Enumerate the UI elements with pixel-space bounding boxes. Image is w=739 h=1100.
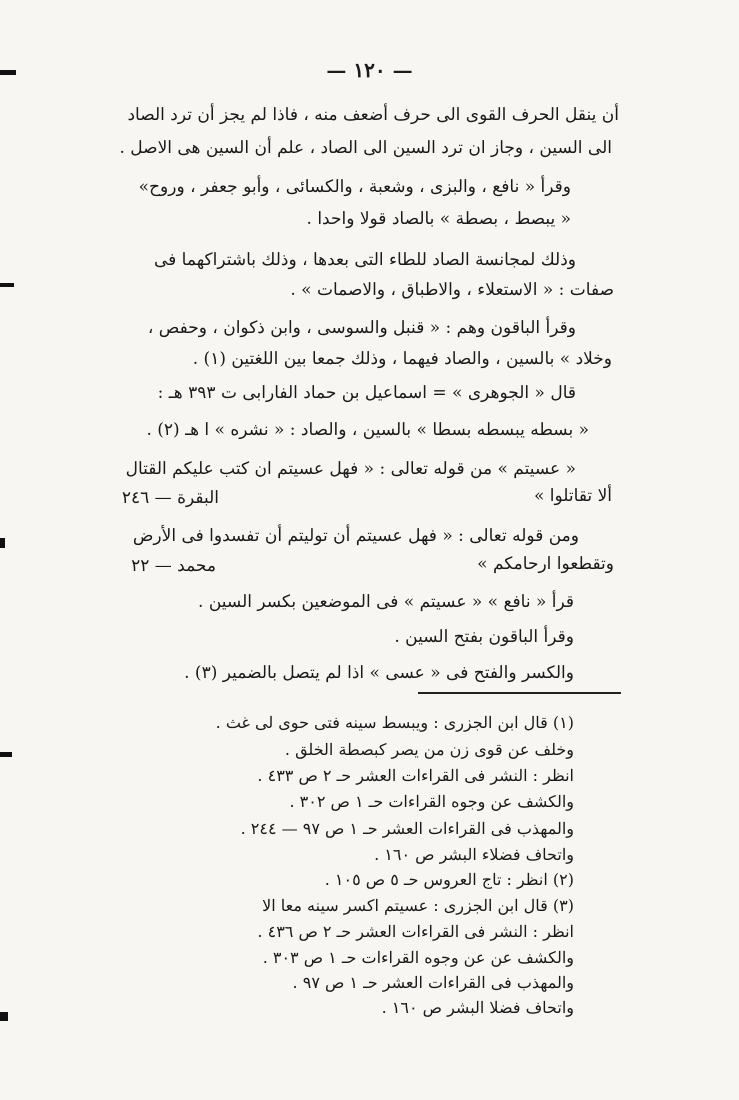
body-line: ألا تقاتلوا » bbox=[533, 486, 612, 506]
verse-reference: محمد — ٢٢ bbox=[131, 556, 216, 576]
body-line: صفات : « الاستعلاء ، والاطباق ، والاصمات » . bbox=[290, 280, 614, 300]
scan-edge-mark bbox=[0, 283, 14, 287]
body-line: « بسطه يبسطه بسطا » بالسين ، والصاد : « نشره » ا هـ (٢) . bbox=[146, 420, 589, 440]
body-line: والكسر والفتح فى « عسى » اذا لم يتصل بالضمير (٣) . bbox=[184, 663, 574, 683]
body-line: وذلك لمجانسة الصاد للطاء التى بعدها ، وذلك باشتراكهما فى bbox=[153, 250, 576, 270]
footnote-line: واتحاف فضلاء البشر ص ١٦٠ . bbox=[374, 845, 574, 864]
body-line: ومن قوله تعالى : « فهل عسيتم أن توليتم أن تفسدوا فى الأرض bbox=[132, 526, 579, 546]
scan-edge-mark bbox=[0, 70, 16, 75]
footnote-line: (١) قال ابن الجزرى : ويبسط سينه فتى حوى لى غث . bbox=[215, 713, 574, 732]
body-line: وخلاد » بالسين ، والصاد فيهما ، وذلك جمعا بين اللغتين (١) . bbox=[192, 349, 612, 369]
page-number: — ١٢٠ — bbox=[326, 58, 413, 82]
body-line: وقرأ « نافع ، والبزى ، وشعبة ، والكسائى ، وأبو جعفر ، وروح» bbox=[138, 177, 571, 197]
body-line: قرأ « نافع » « عسيتم » فى الموضعين بكسر السين . bbox=[198, 592, 574, 612]
body-line: قال « الجوهرى » = اسماعيل بن حماد الفارابى ت ٣٩٣ هـ : bbox=[157, 383, 576, 403]
verse-reference: البقرة — ٢٤٦ bbox=[121, 488, 219, 508]
footnote-line: والكشف عن عن وجوه القراءات حـ ١ ص ٣٠٣ . bbox=[262, 948, 574, 967]
body-line: « عسيتم » من قوله تعالى : « فهل عسيتم ان كتب عليكم القتال bbox=[125, 459, 576, 479]
body-line: وقرأ الباقون بفتح السين . bbox=[394, 627, 574, 647]
body-line: وقرأ الباقون وهم : « قنبل والسوسى ، وابن ذكوان ، وحفص ، bbox=[147, 318, 576, 338]
footnote-line: وخلف عن قوى زن من يصر كبصطة الخلق . bbox=[284, 740, 574, 759]
body-line: أن ينقل الحرف القوى الى حرف أضعف منه ، فاذا لم يجز أن ترد الصاد bbox=[127, 105, 619, 125]
footnote-line: انظر : النشر فى القراءات العشر حـ ٢ ص ٤٣٦ . bbox=[257, 922, 574, 941]
footnote-line: والمهذب فى القراءات العشر حـ ١ ص ٩٧ . bbox=[292, 973, 574, 992]
footnote-line: (٣) قال ابن الجزرى : عسيتم اكسر سينه معا الا bbox=[262, 896, 574, 915]
scan-edge-mark bbox=[0, 752, 12, 757]
footnote-separator bbox=[418, 692, 621, 694]
body-line: وتقطعوا ارحامكم » bbox=[477, 554, 614, 574]
footnote-line: والمهذب فى القراءات العشر حـ ١ ص ٩٧ — ٢٤٤ . bbox=[240, 819, 574, 838]
footnote-line: واتحاف فضلا البشر ص ١٦٠ . bbox=[381, 998, 574, 1017]
body-line: « يبصط ، بصطة » بالصاد قولا واحدا . bbox=[306, 209, 571, 229]
footnote-line: انظر : النشر فى القراءات العشر حـ ٢ ص ٤٣٣ . bbox=[257, 766, 574, 785]
footnote-line: والكشف عن وجوه القراءات حـ ١ ص ٣٠٢ . bbox=[289, 792, 574, 811]
body-line: الى السين ، وجاز ان ترد السين الى الصاد ، علم أن السين هى الاصل . bbox=[119, 138, 612, 158]
scan-edge-mark bbox=[0, 1012, 8, 1021]
footnote-line: (٢) انظر : تاج العروس حـ ٥ ص ١٠٥ . bbox=[324, 870, 574, 889]
scan-edge-mark bbox=[0, 538, 5, 548]
